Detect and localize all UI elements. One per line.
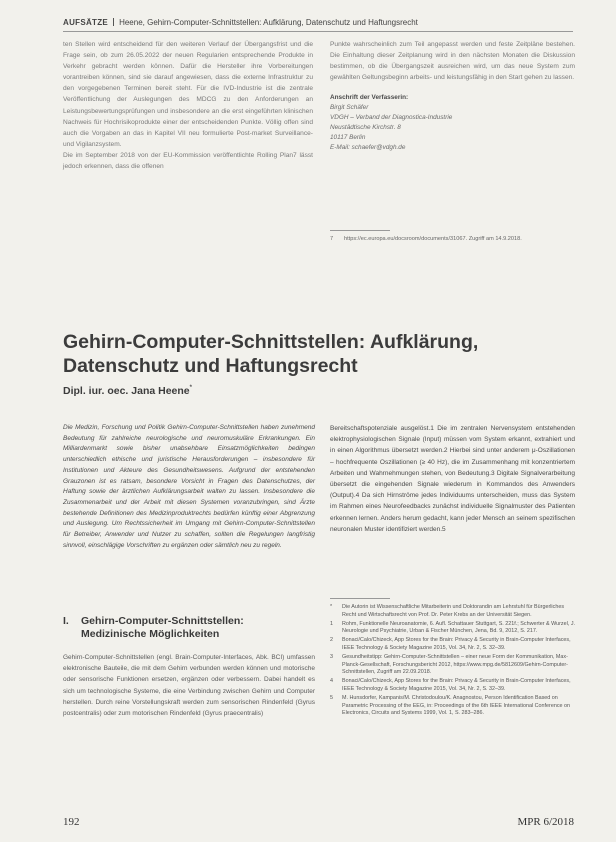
footnote-number: 5 bbox=[330, 695, 333, 702]
footnote-item bbox=[330, 621, 575, 636]
previous-article-right-column bbox=[330, 39, 575, 153]
article-author bbox=[63, 385, 192, 397]
body-right-column bbox=[330, 423, 575, 535]
footnote-text[interactable]: Gesundheitstipp: Gehirn-Computer-Schnittstellen – einer neue Form der Kommunikation, Max-Planck-Gesellschaft, Forschungsbericht 2012, https://www.mpg.de/5812609/Gehirn-Computer-Schnittstellen, Zugriff am 22.09.2018. bbox=[342, 654, 568, 676]
footnote-number: 4 bbox=[330, 678, 333, 685]
footnote-text: Rohm, Funktionelle Neuroanatomie, 6. Aufl. Schattauer Stuttgart, S. 221f.; Schwerter & Wurzel, J. Neurologie und Psychiatrie, Urban & Fischer München, Jena, Bd. 9, 2012, S. 217. bbox=[342, 620, 576, 635]
address-line: Birgit Schäfer bbox=[330, 104, 369, 112]
footnote-item bbox=[330, 604, 575, 619]
previous-article-left-column bbox=[63, 39, 313, 172]
header-separator bbox=[113, 18, 114, 26]
footnote-item bbox=[330, 637, 575, 652]
address-line: Neustädtische Kirchstr. 8 bbox=[330, 124, 401, 132]
footnote-number: 2 bbox=[330, 637, 333, 644]
body-paragraph: Bereitschaftspotenziale ausgelöst.1 Die im zentralen Nervensystem entstehenden elektrophysiologischen Signale (Input) müssen vom System erkannt, extrahiert und in einen Algorithmus übersetzt werden.2 Hierbei sind unter anderem μ-Oszillationen – hochfrequente Oszillationen (≥ 40 Hz), die im Zusammenhang mit konzentriertem Arbeiten und Wahrnehmungen stehen, von Bedeutung.3 Digitale Signalverarbeitung übersetzt die eingehenden Signale wiederum in Kommandos des Anwenders (Output).4 Da sich Hirnströme jedes Individuums unterscheiden, muss das System im Rahmen eines Neurofeedbacks zunächst individuelle Signalmuster des Patienten erkennen lernen. Anders herum gedacht, kann jeder Mensch an seinem spezifischen neuronalen Muster identifiziert werden.5 bbox=[330, 425, 575, 533]
footnote-text: M. Hunsdorfer, Kampanis/M. Christodoulou/K. Anagnostou, Person Identification Based on Parametric Processing of the EEG, in: Proceedings of the 6th IEEE International Conference on Electronics, Circuits and Systems 1999, Vol. 1, S. 283–286. bbox=[342, 695, 571, 717]
footnote-link[interactable]: https://ec.europa.eu/docsroom/documents/31067. Zugriff am 14.9.2018. bbox=[344, 236, 522, 242]
footnote-number: * bbox=[330, 604, 333, 610]
address-line: VDGH – Verband der Diagnostica-Industrie bbox=[330, 114, 453, 122]
previous-article-closing-paragraph: Punkte wahrscheinlich zum Teil angepasst werden und feste Zeitpläne bestehen. Die Einhaltung dieser Zeitplanung wird in den nächsten Monaten die Diskussion bestimmen, ob die Übergangszeit ausreichen wird, um das neue System zum gewählten Geltungsbeginn arbeits- und leistungsfähig in den Start gehen zu lassen. bbox=[330, 41, 575, 82]
previous-article-paragraph: ten Stellen wird entscheidend für den weiteren Verlauf der Übergangsfrist und die Frage sein, ob zum 26.05.2022 der neuen Regularien entsprechende Produkte in Verkehr gebracht werden können. Dafür die Hersteller ihre Vorbereitungen vorantreiben können, sind sie darauf angewiesen, dass die externe Infrastruktur zu den vorgegebenen Terminen bereit steht. Für die IVD-Industrie ist die zentrale Veröffentlichung der Auslegungen des MDCG zu den Anforderungen an Leistungsbewertungsprüfungen und insbesondere an die erst eingeführten klinischen Nachweis für Hochrisikoprodukte einer der entscheidenden Punkte. Völlig offen sind auch die Vorgaben an das in Kapitel VII neu formulierte Post-market Surveillance- und Vigilanzsystem. bbox=[63, 41, 313, 148]
footnote-text: Bonaci/Calo/Chizeck, App Stores for the Brain: Privacy & Security in Brain-Computer Interfaces, IEEE Technology & Society Magazine 2015, Vol. 34, Nr. 2, S. 32–39. bbox=[342, 637, 571, 651]
author-name: Dipl. iur. oec. Jana Heene bbox=[63, 385, 190, 397]
address-line: 10117 Berlin bbox=[330, 134, 366, 142]
previous-article-paragraph: Die im September 2018 von der EU-Kommission veröffentlichte Rolling Plan7 lässt jedoch erkennen, dass die offenen bbox=[63, 151, 313, 171]
article-title: Gehirn-Computer-Schnittstellen: Aufklärung, Datenschutz und Haftungsrecht bbox=[63, 331, 479, 377]
body-paragraph: Gehirn-Computer-Schnittstellen (engl. Brain-Computer-Interfaces, Abk. BCI) umfassen elektronische Bauteile, die mit dem Gehirn verbunden werden können und motorische oder sensorische Funktionen ersetzen, ergänzen oder verbessern. Dabei handelt es sich um technologische Systeme, die eine Verbindung zwischen Gehirn und Computer herstellen. Durch reine Vorstellungskraft werden zum sensorischen Rindenfeld (Gyrus postcentralis) oder zum motorischen Rindenfeld (Gyrus praecentralis) bbox=[63, 654, 315, 718]
page-number: 192 bbox=[63, 816, 80, 828]
section-number: I. bbox=[63, 615, 69, 627]
running-header bbox=[63, 16, 563, 30]
footnote-text: Die Autorin ist Wissenschaftliche Mitarbeiterin und Doktorandin am Lehrstuhl für Bürgerliches Recht und Wirtschaftsrecht von Prof. Dr. Peter Krebs an der Universität Siegen. bbox=[342, 604, 565, 618]
section-title-line-2: Medizinische Möglichkeiten bbox=[81, 628, 220, 640]
footnote-text: Bonaci/Calo/Chizeck, App Stores for the Brain: Privacy & Security in Brain-Computer Interfaces, IEEE Technology & Society Magazine 2015, Vol. 34, Nr. 2, S. 32–39. bbox=[342, 678, 571, 692]
journal-issue: MPR 6/2018 bbox=[517, 816, 574, 828]
abstract-text: Die Medizin, Forschung und Politik Gehirn-Computer-Schnittstellen haben zunehmend Bedeutung für zahlreiche neurologische und neuromuskuläre Erkrankungen. Ein Milliardenmarkt sowie bisher unabsehbare Einsatzmöglichkeiten bedingen unterschiedlich ethische und juristische Herausforderungen – insbesondere für Institutionen und Akteure des Gesundheitswesens. Aufgrund der entstehenden Grauzonen ist es ratsam, besondere Vorsicht in Fragen des Datenschutzes, der Haftung sowie der ärztlichen Aufklärungsarbeit walten zu lassen. Insbesondere die Zusammenarbeit und der Arbeit mit diesen Systemen voranzubringen, sind Ärzte bestehende Definitionen des Medizinproduktrechts bedürfen künftig einer Abgrenzung und Auslegung. Um Rechtssicherheit im Umgang mit Gehirn-Computer-Schnittstellen für Betreiber, Anwender und Nutzer zu schaffen, sollten die Regelungen langfristig sinnvoll, einschlägige Vorschriften zu ergänzen oder sämtlich neu zu regeln. bbox=[63, 424, 315, 549]
footnote-item bbox=[330, 654, 575, 677]
body-left-column bbox=[63, 652, 315, 719]
author-footnote-marker: * bbox=[189, 385, 192, 391]
header-rule bbox=[63, 31, 573, 32]
article-footnotes bbox=[330, 604, 575, 719]
address-email: E-Mail: schaefer@vdgh.de bbox=[330, 144, 406, 152]
footnote-rule bbox=[330, 230, 390, 231]
author-address-block bbox=[330, 93, 575, 153]
previous-article-footnote bbox=[330, 236, 575, 242]
section-title-line-1: Gehirn-Computer-Schnittstellen: bbox=[81, 615, 244, 627]
address-title: Anschrift der Verfasserin: bbox=[330, 94, 409, 102]
footnote-number: 1 bbox=[330, 620, 333, 627]
running-header-article: Heene, Gehirn-Computer-Schnittstellen: Aufklärung, Datenschutz und Haftungsrecht bbox=[119, 18, 418, 27]
footnote-rule bbox=[330, 598, 390, 599]
footnote-number: 7 bbox=[330, 236, 334, 242]
footnote-item bbox=[330, 695, 575, 718]
footnote-number: 3 bbox=[330, 654, 333, 661]
section-heading bbox=[63, 615, 315, 641]
section-heading-line-1 bbox=[63, 615, 315, 628]
article-abstract bbox=[63, 423, 315, 551]
footnote-item bbox=[330, 678, 575, 693]
running-header-section: AUFSÄTZE bbox=[63, 18, 109, 27]
